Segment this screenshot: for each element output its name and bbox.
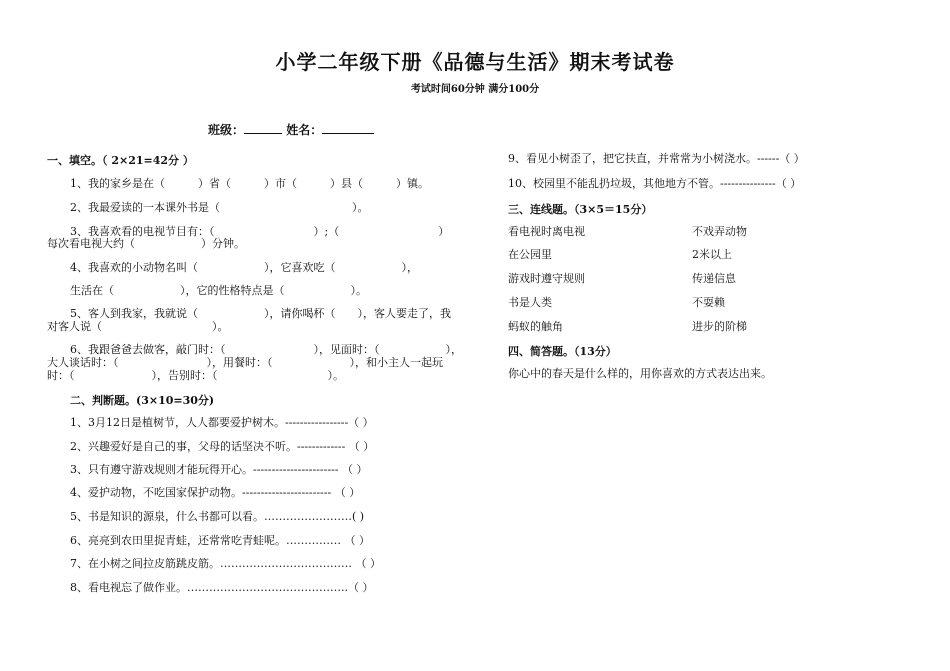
match-right-item[interactable]: 2米以上 (692, 248, 732, 261)
judge-item: 2、兴趣爱好是自己的事，父母的话坚决不听。------------- （ ） (70, 440, 375, 453)
section-judge-heading: 二、判断题。(3×10=30分) (70, 394, 215, 407)
section-short-answer-heading: 四、简答题。（13分） (508, 345, 617, 358)
fill-q2: 2、我最爱读的一本课外书是（ ）。 (70, 201, 369, 214)
fill-q5-line2: 对客人说（ ）。 (47, 320, 229, 333)
judge-item: 9、看见小树歪了，把它扶直，并常常为小树浇水。------（ ） (508, 152, 805, 165)
fill-q6-line3: 时：（ ），告别时：（ ）。 (47, 369, 344, 382)
match-right-item[interactable]: 不耍赖 (692, 296, 725, 309)
fill-q3-line1: 3、我喜欢看的电视节目有：（ ）;（ ） (70, 225, 450, 238)
match-left-item[interactable]: 书是人类 (508, 296, 552, 309)
judge-item: 4、爱护动物，不吃国家保护动物。------------------------ （ ） (70, 486, 361, 499)
match-left-item[interactable]: 在公园里 (508, 248, 552, 261)
class-label: 班级： (208, 123, 245, 137)
exam-info: 考试时间60分钟 满分100分 (410, 84, 540, 95)
short-answer-question: 你心中的春天是什么样的，用你喜欢的方式表达出来。 (508, 367, 772, 380)
fill-q3-line2: 每次看电视大约（ ）分钟。 (47, 237, 245, 250)
match-right-item[interactable]: 进步的阶梯 (692, 320, 747, 333)
judge-item: 7、在小树之间拉皮筋跳皮筋。……………………………… （ ） (70, 557, 381, 570)
match-left-item[interactable]: 看电视时离电视 (508, 225, 585, 238)
fill-q1: 1、我的家乡是在（ ）省（ ）市（ ）县（ ）镇。 (70, 177, 429, 190)
judge-item: 3、只有遵守游戏规则才能玩得开心。----------------------- （ ） (70, 463, 368, 476)
page-title: 小学二年级下册《品德与生活》期末考试卷 (275, 50, 675, 74)
match-right-item[interactable]: 传递信息 (692, 272, 736, 285)
fill-q6-line1: 6、我跟爸爸去做客，敲门时：（ ），见面时：（ ）， (70, 343, 462, 356)
judge-item: 10、校园里不能乱扔垃圾，其他地方不管。---------------（ ） (508, 177, 802, 190)
match-left-item[interactable]: 蚂蚁的触角 (508, 320, 563, 333)
name-label: 姓名： (286, 123, 323, 137)
name-blank[interactable] (322, 121, 374, 134)
fill-q4-line1: 4、我喜欢的小动物名叫（ ），它喜欢吃（ ）， (70, 261, 418, 274)
class-name-line (208, 121, 374, 138)
fill-q4-line2: 生活在（ ），它的性格特点是（ ）。 (70, 284, 367, 297)
fill-q5-line1: 5、客人到我家，我就说（ ），请你喝杯（ ），客人要走了，我 (70, 307, 451, 320)
section-fill-heading: 一、填空。（ 2×21=42分 ） (47, 154, 194, 167)
match-right-item[interactable]: 不戏弄动物 (692, 225, 747, 238)
class-blank[interactable] (244, 121, 282, 134)
judge-item: 5、书是知识的源泉，什么书都可以看。……………………( ) (70, 510, 365, 523)
section-match-heading: 三、连线题。（3×5＝15分） (508, 203, 653, 216)
match-left-item[interactable]: 游戏时遵守规则 (508, 272, 585, 285)
fill-q6-line2: 大人谈话时：（ ），用餐时：（ ），和小主人一起玩 (47, 356, 443, 369)
judge-item: 8、看电视忘了做作业。……………………………………..（ ） (70, 581, 374, 594)
judge-item: 1、3月12日是植树节，人人都要爱护树木。-----------------（ ） (70, 416, 374, 429)
judge-item: 6、亮亮到农田里捉青蛙，还常常吃青蛙呢。…………… （ ） (70, 534, 370, 547)
